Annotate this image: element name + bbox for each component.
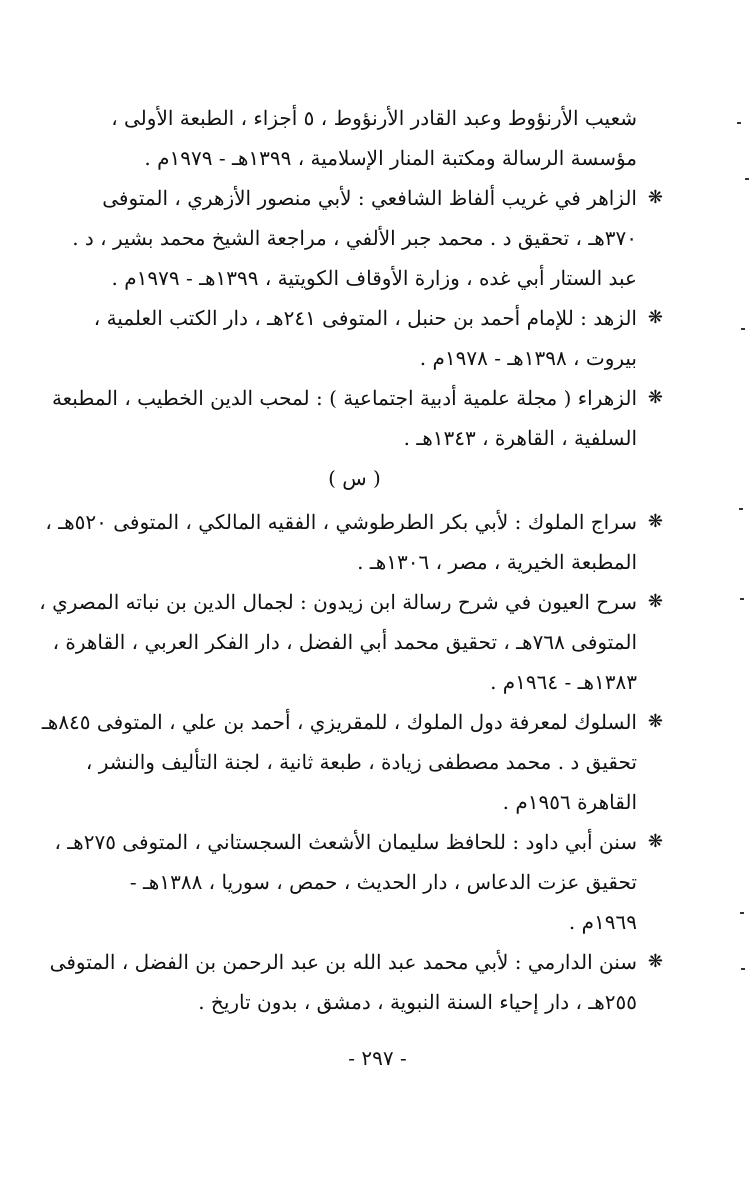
text-line: عبد الستار أبي غده ، وزارة الأوقاف الكويتية ، ١٣٩٩هـ - ١٩٧٩م .	[111, 266, 637, 290]
margin-mark	[745, 178, 749, 180]
text-line: شعيب الأرنؤوط وعبد القادر الأرنؤوط ، ٥ أجزاء ، الطبعة الأولى ،	[111, 106, 637, 130]
text-line: ١٣٨٣هـ - ١٩٦٤م .	[490, 670, 637, 694]
margin-mark	[741, 328, 745, 330]
section-heading: ( س )	[328, 466, 381, 490]
text-line: الزاهر في غريب ألفاظ الشافعي : لأبي منصور الأزهري ، المتوفى	[102, 186, 637, 210]
asterisk-bullet-icon: ❋	[647, 711, 663, 732]
text-line: الزهد : للإمام أحمد بن حنبل ، المتوفى ٢٤١هـ ، دار الكتب العلمية ،	[93, 306, 637, 330]
text-line: ٢٥٥هـ ، دار إحياء السنة النبوية ، دمشق ، بدون تاريخ .	[198, 990, 637, 1014]
margin-mark	[740, 598, 744, 600]
bibliography-entry	[41, 702, 663, 822]
text-line: تحقيق د . محمد مصطفى زيادة ، طبعة ثانية ، لجنة التأليف والنشر ،	[85, 750, 637, 774]
text-line: السلفية ، القاهرة ، ١٣٤٣هـ .	[403, 426, 637, 450]
bibliography-text	[39, 98, 663, 1022]
text-line: المتوفى ٧٦٨هـ ، تحقيق محمد أبي الفضل ، دار الفكر العربي ، القاهرة ،	[52, 630, 637, 654]
text-line: السلوك لمعرفة دول الملوك ، للمقريزي ، أحمد بن علي ، المتوفى ٨٤٥هـ	[41, 710, 637, 734]
text-line: المطبعة الخيرية ، مصر ، ١٣٠٦هـ .	[357, 550, 637, 574]
text-line: الزهراء ( مجلة علمية أدبية اجتماعية ) : لمحب الدين الخطيب ، المطبعة	[51, 386, 637, 410]
bibliography-entry	[39, 582, 663, 702]
margin-mark	[739, 508, 743, 510]
text-line: سرح العيون في شرح رسالة ابن زيدون : لجمال الدين بن نباته المصري ،	[39, 590, 637, 614]
text-line: ١٩٦٩م .	[568, 910, 637, 934]
asterisk-bullet-icon: ❋	[647, 187, 663, 208]
asterisk-bullet-icon: ❋	[647, 511, 663, 532]
bibliography-entry	[72, 178, 663, 298]
asterisk-bullet-icon: ❋	[647, 387, 663, 408]
bibliography-entry	[72, 298, 663, 378]
asterisk-bullet-icon: ❋	[647, 591, 663, 612]
text-line: القاهرة ١٩٥٦م .	[502, 790, 637, 814]
page-number: - ٢٩٧ -	[348, 1046, 407, 1070]
margin-mark	[740, 912, 744, 914]
asterisk-bullet-icon: ❋	[647, 307, 663, 328]
text-line: بيروت ، ١٣٩٨هـ - ١٩٧٨م .	[419, 346, 637, 370]
text-line: مؤسسة الرسالة ومكتبة المنار الإسلامية ، ١٣٩٩هـ - ١٩٧٩م .	[144, 146, 637, 170]
text-line: سنن الدارمي : لأبي محمد عبد الله بن عبد الرحمن بن الفضل ، المتوفى	[49, 950, 637, 974]
text-line: ٣٧٠هـ ، تحقيق د . محمد جبر الألفي ، مراجعة الشيخ محمد بشير ، د .	[72, 226, 637, 250]
bibliography-entry	[45, 502, 663, 582]
margin-mark	[741, 968, 745, 970]
asterisk-bullet-icon: ❋	[647, 831, 663, 852]
text-line: تحقيق عزت الدعاس ، دار الحديث ، حمص ، سوريا ، ١٣٨٨هـ -	[129, 870, 637, 894]
bibliography-entry	[49, 942, 663, 1022]
asterisk-bullet-icon: ❋	[647, 951, 663, 972]
text-line: سنن أبي داود : للحافظ سليمان الأشعث السجستاني ، المتوفى ٢٧٥هـ ،	[54, 830, 637, 854]
bibliography-entry	[51, 378, 663, 458]
bibliography-entry	[54, 822, 663, 942]
text-line: سراج الملوك : لأبي بكر الطرطوشي ، الفقيه المالكي ، المتوفى ٥٢٠هـ ،	[45, 510, 637, 534]
margin-mark	[737, 122, 741, 124]
